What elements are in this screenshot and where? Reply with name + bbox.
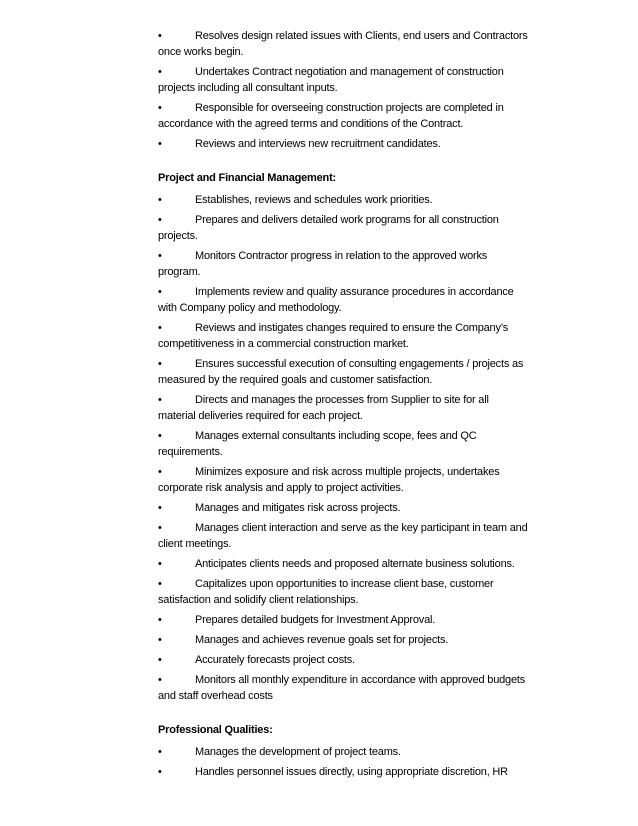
list-item (158, 392, 528, 424)
list-item-text: Capitalizes upon opportunities to increase client base, customer satisfaction and solidify client relationships. (158, 578, 494, 606)
list-item-text: Manages and achieves revenue goals set for projects. (195, 634, 449, 646)
bullet: • (158, 578, 162, 590)
list-item-text: Monitors all monthly expenditure in accordance with approved budgets and staff overhead costs (158, 674, 526, 702)
list-item-text: Reviews and interviews new recruitment candidates. (195, 138, 441, 150)
bullet: • (158, 746, 162, 758)
bullet: • (158, 614, 162, 626)
list-item (158, 284, 528, 316)
list-item-text: Prepares detailed budgets for Investment Approval. (195, 614, 436, 626)
list-item-text: Establishes, reviews and schedules work priorities. (195, 194, 433, 206)
list-item-text: Resolves design related issues with Clients, end users and Contractors once works begin. (158, 30, 528, 58)
list-item (158, 556, 528, 572)
list-item-text: Accurately forecasts project costs. (195, 654, 355, 666)
list-item (158, 136, 528, 152)
list-item (158, 320, 528, 352)
bullet: • (158, 558, 162, 570)
list-item (158, 500, 528, 516)
list-item-text: Manages external consultants including scope, fees and QC requirements. (158, 430, 477, 458)
list-item-text: Undertakes Contract negotiation and management of construction projects including all consultant inputs. (158, 66, 504, 94)
section-list-1 (158, 28, 528, 152)
bullet: • (158, 322, 162, 334)
section-list-3 (158, 744, 528, 780)
section-heading-project-financial: Project and Financial Management: (158, 172, 336, 184)
bullet: • (158, 138, 162, 150)
list-item-text: Monitors Contractor progress in relation to the approved works program. (158, 250, 488, 278)
bullet: • (158, 214, 162, 226)
list-item-text: Manages and mitigates risk across projects. (195, 502, 401, 514)
list-item (158, 612, 528, 628)
bullet: • (158, 286, 162, 298)
list-item-text: Directs and manages the processes from Supplier to site for all material deliveries required for each project. (158, 394, 489, 422)
bullet: • (158, 502, 162, 514)
bullet: • (158, 466, 162, 478)
list-item (158, 652, 528, 668)
section-heading-professional-qualities: Professional Qualities: (158, 724, 273, 736)
bullet: • (158, 522, 162, 534)
list-item-text: Manages client interaction and serve as the key participant in team and client meetings. (158, 522, 528, 550)
list-item (158, 248, 528, 280)
list-item (158, 212, 528, 244)
list-item (158, 520, 528, 552)
list-item-text: Handles personnel issues directly, using appropriate discretion, HR (195, 766, 508, 778)
bullet: • (158, 102, 162, 114)
list-item-text: Reviews and instigates changes required to ensure the Company’s competitiveness in a commercial construction market. (158, 322, 509, 350)
list-item (158, 764, 528, 780)
list-item (158, 192, 528, 208)
list-item (158, 632, 528, 648)
list-item (158, 744, 528, 760)
list-item-text: Manages the development of project teams. (195, 746, 401, 758)
list-item (158, 356, 528, 388)
list-item-text: Implements review and quality assurance procedures in accordance with Company policy and methodology. (158, 286, 514, 314)
document-page (158, 28, 528, 784)
bullet: • (158, 674, 162, 686)
bullet: • (158, 30, 162, 42)
bullet: • (158, 250, 162, 262)
bullet: • (158, 634, 162, 646)
list-item (158, 464, 528, 496)
list-item (158, 672, 528, 704)
bullet: • (158, 66, 162, 78)
list-item (158, 428, 528, 460)
list-item-text: Anticipates clients needs and proposed alternate business solutions. (195, 558, 515, 570)
bullet: • (158, 430, 162, 442)
bullet: • (158, 194, 162, 206)
list-item (158, 64, 528, 96)
list-item-text: Prepares and delivers detailed work programs for all construction projects. (158, 214, 499, 242)
section-list-2 (158, 192, 528, 704)
list-item-text: Minimizes exposure and risk across multiple projects, undertakes corporate risk analysis and apply to project activities. (158, 466, 500, 494)
list-item-text: Responsible for overseeing construction projects are completed in accordance with the agreed terms and conditions of the Contract. (158, 102, 504, 130)
bullet: • (158, 358, 162, 370)
bullet: • (158, 654, 162, 666)
bullet: • (158, 394, 162, 406)
bullet: • (158, 766, 162, 778)
list-item (158, 28, 528, 60)
list-item (158, 100, 528, 132)
list-item-text: Ensures successful execution of consulting engagements / projects as measured by the required goals and customer satisfaction. (158, 358, 524, 386)
list-item (158, 576, 528, 608)
